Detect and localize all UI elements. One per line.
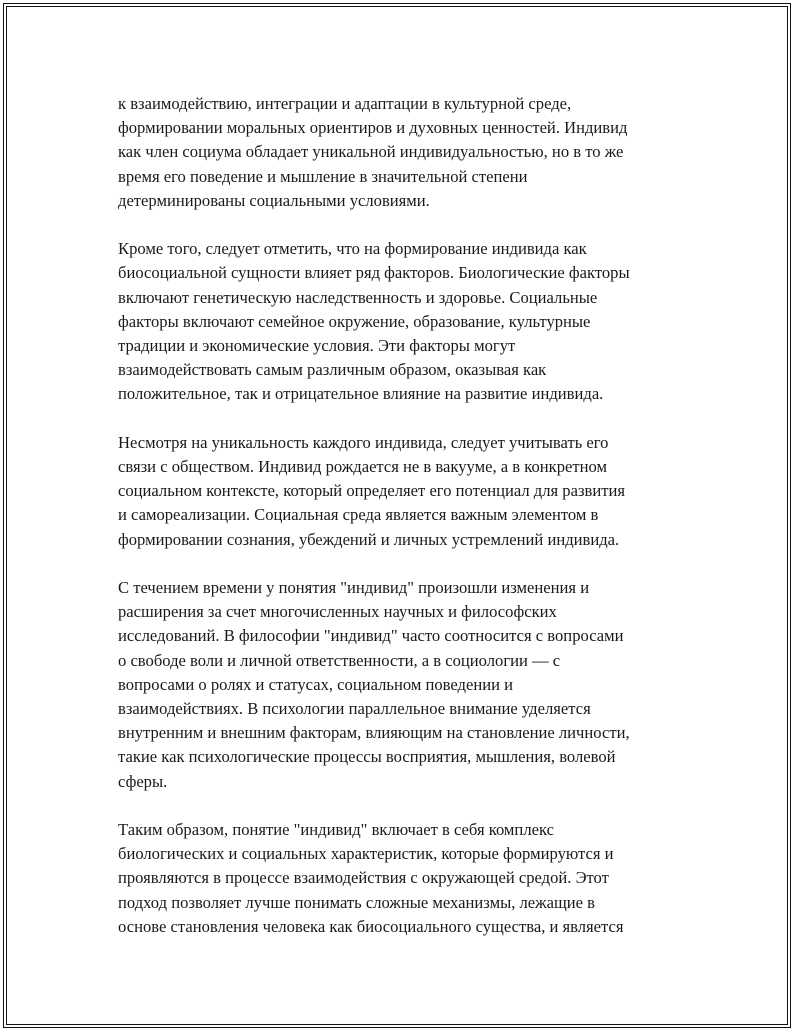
text-line: биосоциальной сущности влияет ряд факторов. Биологические факторы — [118, 263, 630, 283]
text-line: как член социума обладает уникальной индивидуальностью, но в то же — [118, 142, 624, 162]
text-line: социальном контексте, который определяет его потенциал для развития — [118, 481, 625, 501]
text-line: исследований. В философии "индивид" часто соотносится с вопросами — [118, 626, 624, 646]
text-line: факторы включают семейное окружение, образование, культурные — [118, 311, 591, 331]
text-line: время его поведение и мышление в значительной степени — [118, 166, 528, 186]
text-line: С течением времени у понятия "индивид" произошли изменения и — [118, 578, 590, 598]
text-line: формировании моральных ориентиров и духовных ценностей. Индивид — [118, 118, 628, 138]
text-line: подход позволяет лучше понимать сложные механизмы, лежащие в — [118, 892, 596, 912]
text-line: Кроме того, следует отметить, что на формирование индивида как — [118, 239, 587, 259]
document-body — [118, 92, 693, 963]
text-line: проявляются в процессе взаимодействия с окружающей средой. Этот — [118, 868, 609, 888]
text-line: традиции и экономические условия. Эти факторы могут — [118, 336, 516, 356]
text-line: взаимодействиях. В психологии параллельное внимание уделяется — [118, 699, 591, 719]
paragraph-4 — [118, 576, 693, 794]
text-line: связи с обществом. Индивид рождается не в вакууме, а в конкретном — [118, 457, 607, 477]
text-line: биологических и социальных характеристик, которые формируются и — [118, 844, 614, 864]
text-line: внутренним и внешним факторам, влияющим на становление личности, — [118, 723, 630, 743]
paragraph-5 — [118, 818, 693, 939]
text-line: основе становления человека как биосоциального существа, и является — [118, 916, 624, 936]
text-line: Таким образом, понятие "индивид" включает в себя комплекс — [118, 820, 554, 840]
text-line: Несмотря на уникальность каждого индивида, следует учитывать его — [118, 432, 609, 452]
paragraph-2 — [118, 237, 693, 406]
paragraph-1 — [118, 92, 693, 213]
text-line: формировании сознания, убеждений и личных устремлений индивида. — [118, 529, 620, 549]
paragraph-3 — [118, 431, 693, 552]
text-line: сферы. — [118, 771, 168, 791]
text-line: вопросами о ролях и статусах, социальном поведении и — [118, 674, 514, 694]
text-line: к взаимодействию, интеграции и адаптации в культурной среде, — [118, 94, 572, 113]
text-line: и самореализации. Социальная среда является важным элементом в — [118, 505, 599, 525]
text-line: расширения за счет многочисленных научных и философских — [118, 602, 557, 622]
text-line: взаимодействовать самым различным образом, оказывая как — [118, 360, 547, 380]
text-line: положительное, так и отрицательное влияние на развитие индивида. — [118, 384, 604, 404]
text-line: о свободе воли и личной ответственности, а в социологии — с — [118, 650, 561, 670]
text-line: такие как психологические процессы восприятия, мышления, волевой — [118, 747, 616, 767]
text-line: детерминированы социальными условиями. — [118, 190, 430, 210]
text-line: включают генетическую наследственность и здоровье. Социальные — [118, 287, 598, 307]
